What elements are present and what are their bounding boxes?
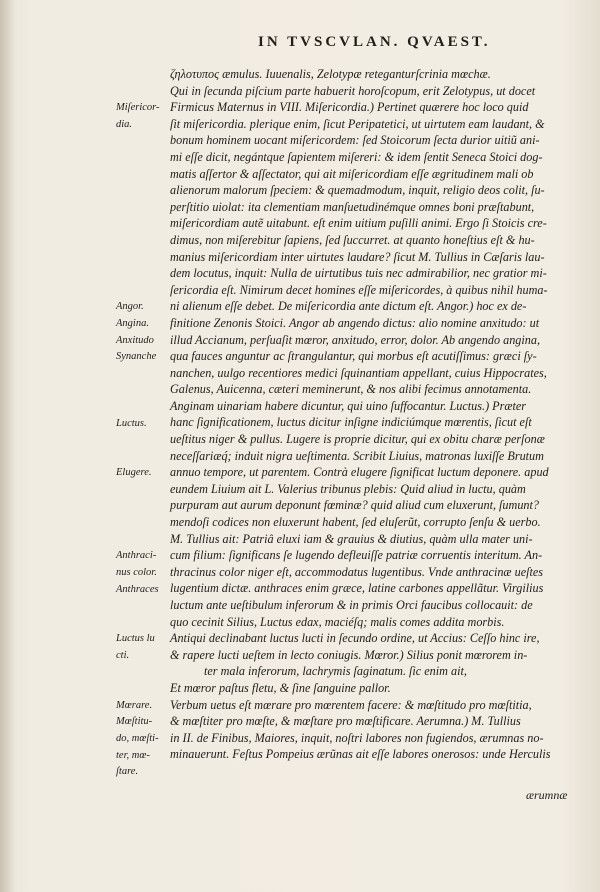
text-line: ſit miſericordia. plerique enim, ſicut Peripatetici, ut uirtutem eam laudant, & xyxy=(170,116,545,131)
text-line: dimus, non miſerebitur ſapiens, ſed ſuccurret. at quanto honeſtius eſt & hu- xyxy=(170,232,535,247)
margin-note: Luctus lu xyxy=(116,633,155,645)
text-line: mendoſi codices non eluxerunt habent, ſed eluſerũt, corrupto ſenſu & uerbo. xyxy=(170,515,541,530)
text-line: manius miſericordiam inter uirtutes laudare? ſicut M. Tullius in Cæſaris lau- xyxy=(170,249,545,264)
text-line: ni alienum eſſe debet. De miſericordia ante dictum eſt. Angor.) hoc ex de- xyxy=(170,299,527,314)
margin-note: Angina. xyxy=(116,318,149,329)
text-line: mi eſſe dicit, negántque ſapientem miſereri: & idem ſentit Seneca Stoici dog- xyxy=(170,149,543,164)
text-line: qua fauces anguntur ac ſtrangulantur, qui morbus eſt acutiſſimus: græci ſy- xyxy=(170,349,537,364)
text-line: Galenus, Auicenna, cæteri meminerunt, & nos alibi fecimus annotamenta. xyxy=(170,382,532,397)
margin-note: Luctus. xyxy=(116,417,147,429)
margin-note: nus color. xyxy=(116,567,157,578)
text-line: annuo tempore, ut parentem. Contrà elugere ſignificat luctum deponere. apud xyxy=(170,465,549,480)
margin-note: Angor. xyxy=(116,301,144,313)
catchword: ærumnæ xyxy=(526,788,568,802)
text-line: in II. de Finibus, Maiores, inquit, noſtri labores non fugiendos, ærumnas no- xyxy=(170,730,544,745)
margin-note: do, mœſti- xyxy=(116,733,159,744)
text-line: finitione Zenonis Stoici. Angor ab angendo dictus: alio nomine anxitudo: ut xyxy=(170,315,540,330)
margin-note: Anthraci- xyxy=(116,550,157,562)
text-line: cum filium: ſignificans ſe lugendo defleuiſſe patriæ corruentis interitum. An- xyxy=(170,548,543,563)
margin-note: Synanche xyxy=(116,351,157,363)
text-line: Qui in ſecunda piſcium parte habuerit horoſcopum, erit Zelotypus, ut docet xyxy=(170,83,536,98)
text-line: purpuram aut aurum deponunt fœminæ? quid aliud cum eluxerunt, ſumunt? xyxy=(170,498,539,513)
text-line: nanchen, uulgo recentiores medici ſquinantiam appellant, cuius Hippocrates, xyxy=(170,365,547,380)
text-line: matis aſſertor & aſſectator, qui ait miſericordiam eſſe ægritudinem mali ob xyxy=(170,166,534,181)
text-line: Et mœror paſtus fletu, & ſine ſanguine pallor. xyxy=(170,680,391,695)
margin-note: Miſericor- xyxy=(116,102,160,114)
text-line: dem locutus, inquit: Nulla de uirtutibus tuis nec admirabilior, nec gratior mi- xyxy=(170,266,547,281)
margin-note: Elugere. xyxy=(116,467,152,479)
margin-note: ſtare. xyxy=(116,766,139,778)
margin-note: Anxitudo xyxy=(116,334,154,346)
text-line: Firmicus Maternus in VIII. Miſericordia.) Pertinet quærere hoc loco quid xyxy=(170,100,529,115)
margin-note: Mœſtitu- xyxy=(116,716,153,728)
text-line: Verbum uetus eſt mœrare pro mœrentem facere: & mœſtitudo pro mœſtitia, xyxy=(170,697,532,712)
text-line: luctum ante ueſtibulum inferorum & in primis Orci faucibus collocauit: de xyxy=(170,598,533,612)
text-line: ζηλοτυπος æmulus. Iuuenalis, Zelotypæ reteganturſcrinia mœchæ. xyxy=(170,67,491,81)
margin-note: Anthraces xyxy=(116,583,159,595)
text-line: & mœſtiter pro mœſte, & mœſtare pro mœſtificare. Aerumna.) M. Tullius xyxy=(170,714,521,729)
text-line: hanc ſignificationem, luctus dicitur inſigne indiciúmque mœrentis, ſicut eſt xyxy=(170,415,532,430)
text-line: neceſſariæq́; induit nigra ueſtimenta. Scribit Liuius, matronas luxiſſe Brutum xyxy=(170,448,544,463)
margin-note: Mœrare. xyxy=(116,699,153,711)
text-line: minauerunt. Feſtus Pompeius ærũnas ait eſſe labores onerosos: unde Herculis xyxy=(170,747,551,762)
text-line: perſtitio uiolat: ita clementiam manſuetudinémque omnes boni præſtabunt, xyxy=(170,199,535,214)
margin-note: cti. xyxy=(116,650,130,661)
text-line: M. Tullius ait: Patriâ eluxi iam & grauius & diutius, quàm ulla mater uni- xyxy=(170,531,533,546)
text-line: ſericordia eſt. Nimirum decet homines eſſe miſericordes, à quibus nihil huma- xyxy=(170,282,548,297)
text-line: thracinus color niger eſt, accommodatus lugentibus. Vnde anthracinæ ueſtes xyxy=(170,564,544,579)
text-line: & rapere lucti ueſtem in lecto coniugis. Mœror.) Silius ponit mœrorem in- xyxy=(170,647,528,662)
running-head: IN TVSCVLAN. QVAEST. xyxy=(258,34,491,50)
text-line: miſericordiam autẽ uitabunt. eſt enim uitium puſilli animi. Ergo ſi Stoicis cre- xyxy=(170,216,547,231)
text-line: illud Accianum, perſuaſit mœror, anxitudo, error, dolor. Ab angendo angina, xyxy=(170,332,541,347)
text-line: eundem Liuium ait L. Valerius tribunus plebis: Quid aliud in luctu, quàm xyxy=(170,481,526,496)
text-line: bonum hominem uocant miſericordem: ſed Stoicorum ſecta durior uitiũ ani- xyxy=(170,133,540,148)
text-line: lugentium dictæ. anthraces enim græce, latine carbones appellãtur. Virgilius xyxy=(170,581,544,596)
body-text xyxy=(170,66,568,763)
text-line: Anginam uinariam habere dicuntur, qui uino ſuffocantur. Luctus.) Præter xyxy=(170,398,527,413)
text-line: Antiqui declinabant luctus lucti in ſecundo ordine, ut Accius: Ceſſo hinc ire, xyxy=(170,631,540,646)
margin-note: ter, mœ- xyxy=(116,749,150,761)
text-line: ter mala inferorum, lachrymis ſaginatum. ſic enim ait, xyxy=(204,664,467,679)
text-line: quo cecinit Silius, Luctus edax, maciéſq; malis comes addita morbis. xyxy=(170,614,505,629)
margin-note: dia. xyxy=(116,118,133,130)
text-line: alienorum malorum ſpeciem: & quemadmodum, inquit, religio deos colit, ſu- xyxy=(170,183,545,198)
text-line: ueſtitus niger & pullus. Lugere is proprie dicitur, qui ex obitu charæ perſonæ xyxy=(170,432,545,447)
page-spine-shadow xyxy=(0,0,14,892)
